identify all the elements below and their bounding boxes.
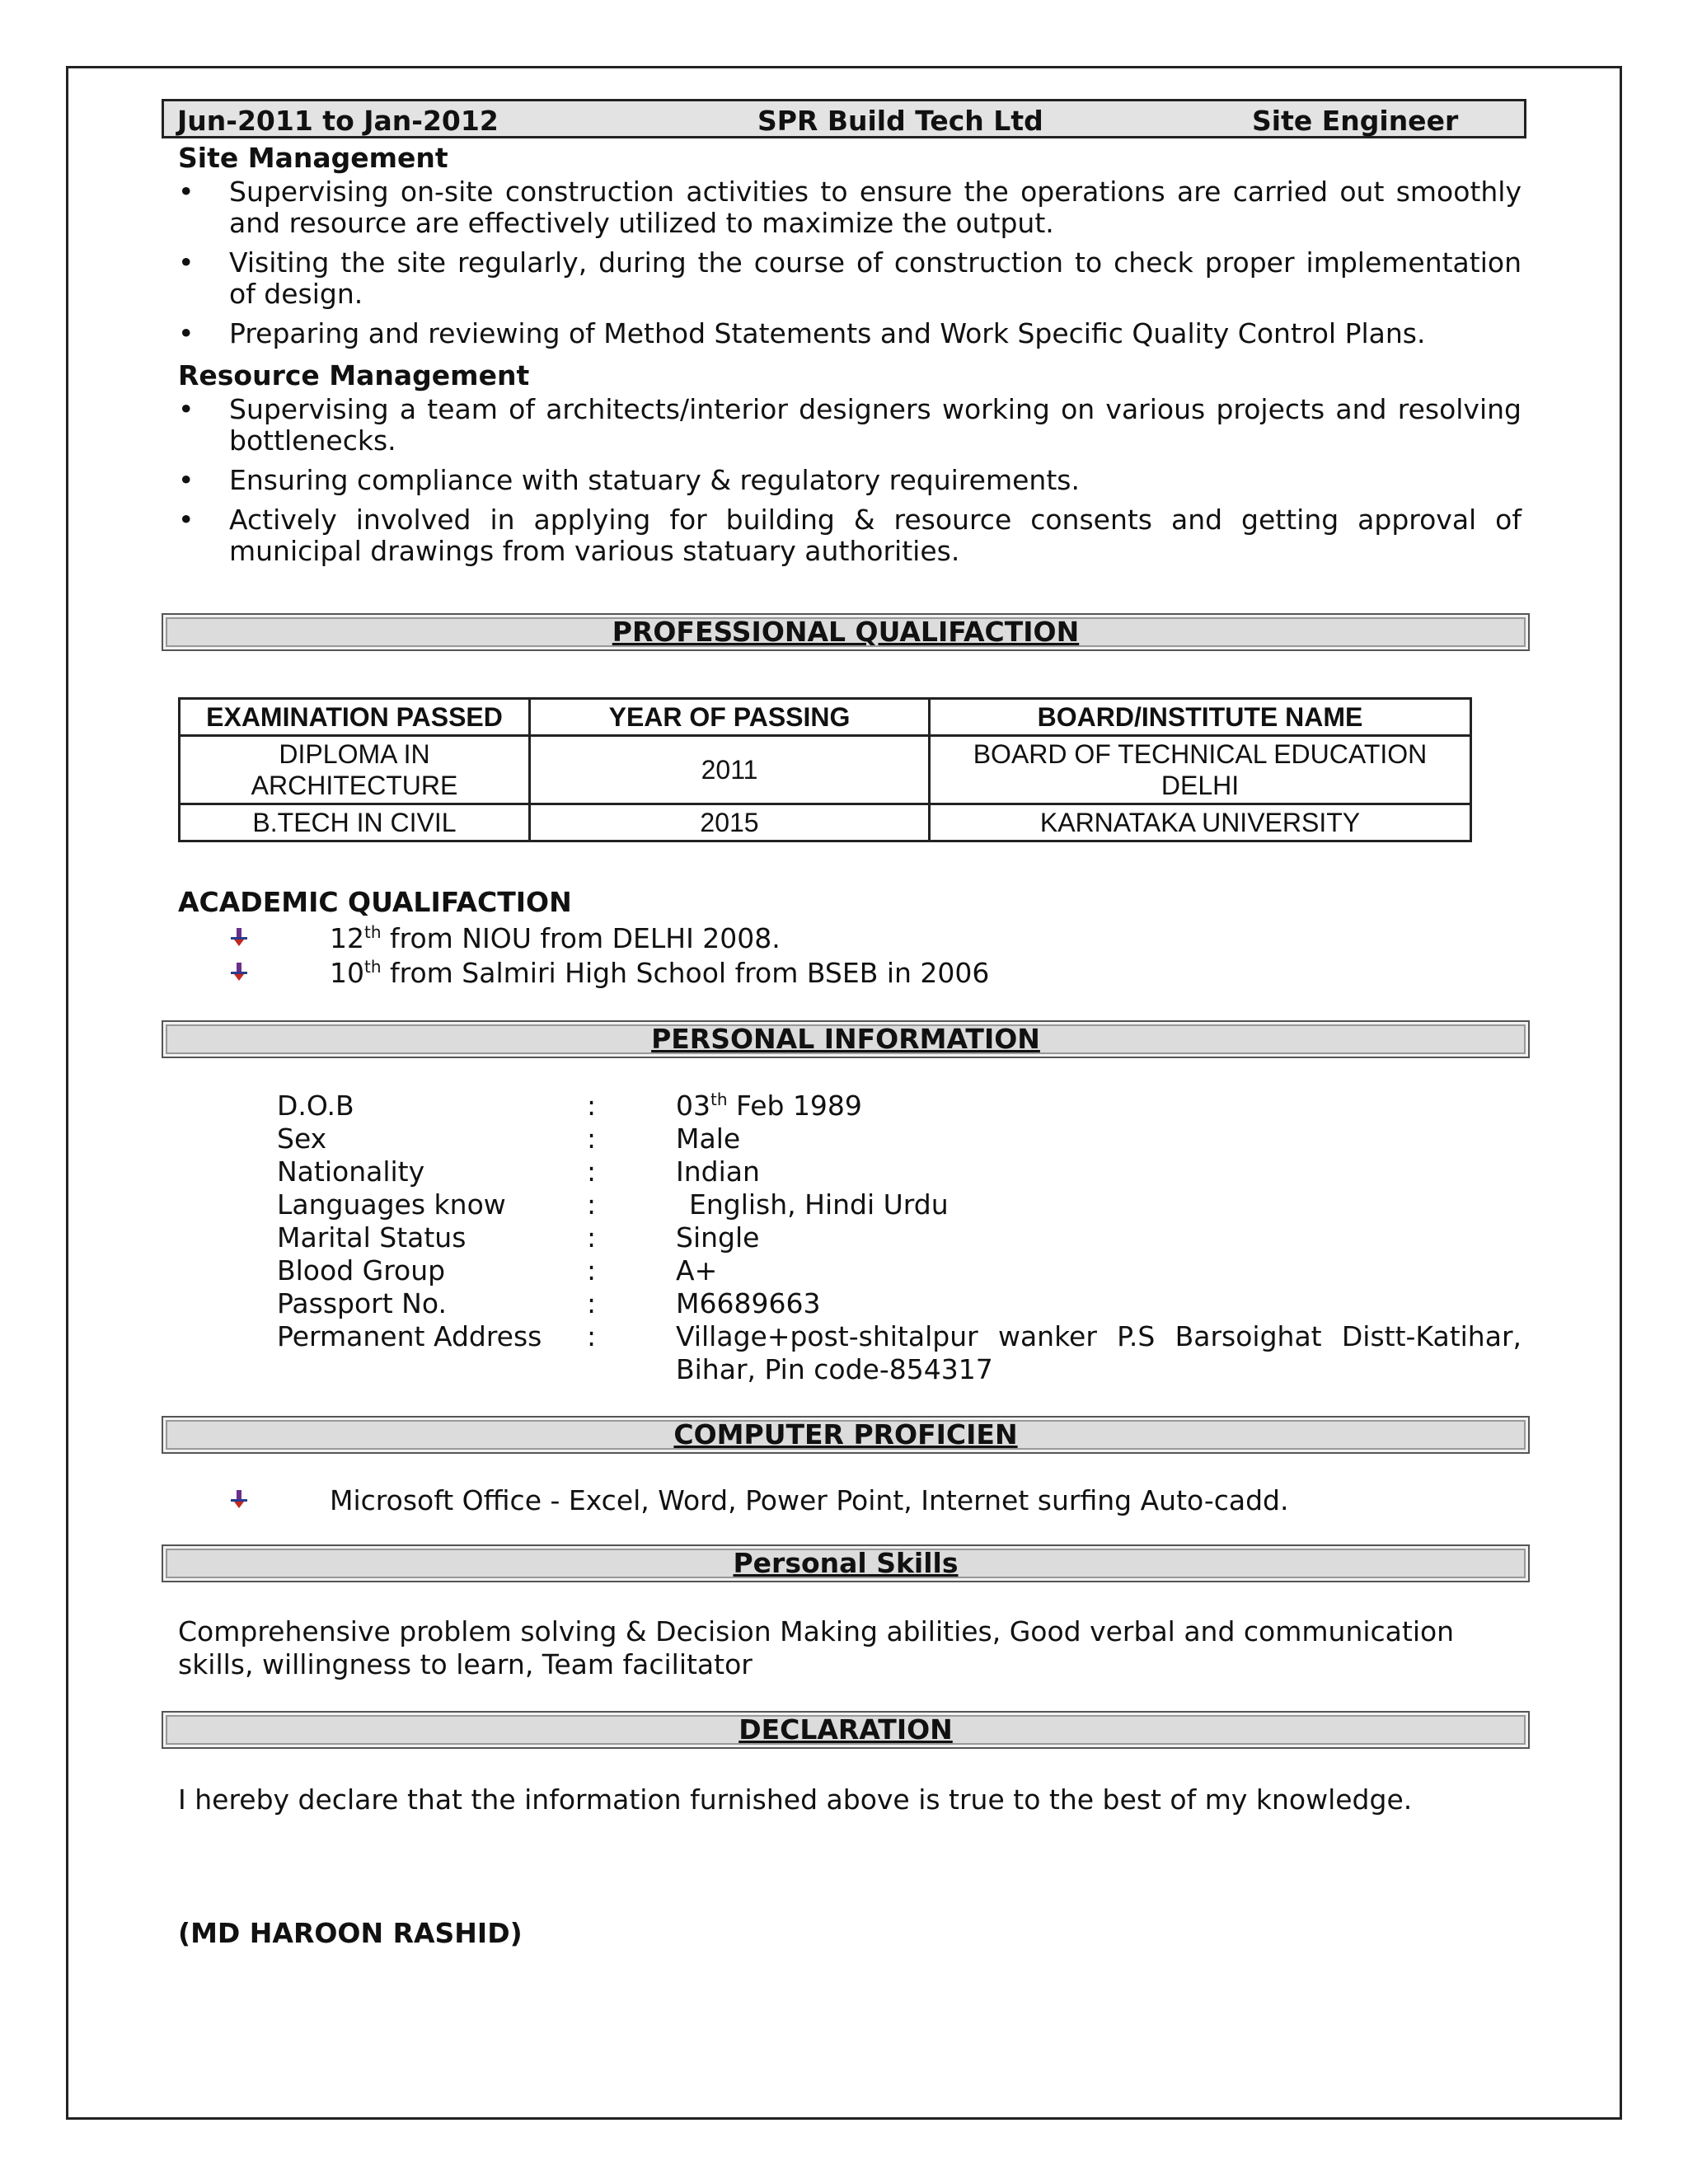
table-row — [180, 736, 1471, 804]
list-item-text: Visiting the site regularly, during the course of construction to check proper implementation of design. — [229, 246, 1522, 310]
info-colon: : — [587, 1188, 597, 1221]
bullet-icon: • — [178, 246, 195, 279]
site-management-list — [178, 176, 1522, 349]
section-title: DECLARATION — [738, 1713, 953, 1746]
info-label: Blood Group — [277, 1254, 446, 1286]
list-item — [178, 504, 1522, 567]
skills-section-bar — [162, 1544, 1530, 1582]
academic-sup: th — [364, 922, 382, 942]
info-label: Marital Status — [277, 1221, 467, 1254]
info-value: Male — [676, 1122, 741, 1155]
signature-name: (MD HAROON RASHID) — [178, 1917, 523, 1949]
info-value: M6689663 — [676, 1287, 821, 1319]
list-item — [178, 956, 1522, 991]
info-colon: : — [587, 1320, 597, 1352]
qualification-table — [178, 697, 1472, 842]
section-title: PERSONAL INFORMATION — [651, 1023, 1040, 1055]
table-header: BOARD/INSTITUTE NAME — [930, 699, 1471, 736]
list-item — [178, 176, 1522, 239]
info-colon: : — [587, 1122, 597, 1155]
list-item — [178, 921, 1522, 956]
table-cell: DIPLOMA IN ARCHITECTURE — [180, 736, 530, 804]
job-role: Site Engineer — [1252, 105, 1459, 137]
bullet-icon: • — [178, 504, 195, 536]
arrow-down-icon — [229, 1490, 249, 1510]
academic-num: 10 — [330, 957, 364, 989]
list-item-text: Actively involved in applying for building & resource consents and getting approval of municipal drawings from various statuary authorities. — [229, 504, 1522, 567]
resume-content — [178, 99, 1522, 1950]
section-title: COMPUTER PROFICIEN — [673, 1418, 1018, 1451]
computer-item-text: Microsoft Office - Excel, Word, Power Point, Internet surfing Auto-cadd. — [330, 1484, 1289, 1516]
dob-rest: Feb 1989 — [727, 1090, 862, 1122]
job-company: SPR Build Tech Ltd — [757, 105, 1043, 137]
dob-sup: th — [710, 1090, 728, 1109]
academic-text: from NIOU from DELHI 2008. — [381, 922, 781, 954]
personal-info — [178, 1090, 1522, 1386]
info-colon: : — [587, 1254, 597, 1286]
site-management-heading: Site Management — [178, 142, 448, 174]
info-row — [178, 1122, 1522, 1155]
info-row — [178, 1221, 1522, 1254]
table-header: EXAMINATION PASSED — [180, 699, 530, 736]
professional-section-bar — [162, 613, 1530, 651]
computer-section-bar — [162, 1416, 1530, 1454]
table-cell: BOARD OF TECHNICAL EDUCATION DELHI — [930, 736, 1471, 804]
info-label: Permanent Address — [277, 1320, 542, 1352]
table-header-row — [180, 699, 1471, 736]
personal-section-bar — [162, 1020, 1530, 1058]
table-cell: B.TECH IN CIVIL — [180, 804, 530, 841]
list-item-text: Ensuring compliance with statuary & regulatory requirements. — [229, 464, 1080, 496]
computer-list — [178, 1483, 1522, 1518]
info-value: Indian — [676, 1155, 760, 1188]
dob-day: 03 — [676, 1090, 710, 1122]
job-header — [162, 99, 1526, 138]
list-item-text: Preparing and reviewing of Method Statements and Work Specific Quality Control Plans. — [229, 317, 1426, 349]
list-item — [178, 465, 1522, 496]
academic-text: from Salmiri High School from BSEB in 2006 — [381, 957, 990, 989]
academic-heading: ACADEMIC QUALIFACTION — [178, 886, 572, 918]
bullet-icon: • — [178, 317, 195, 349]
info-row-dob — [178, 1090, 1522, 1122]
info-row-address — [178, 1320, 1522, 1386]
info-value: English, Hindi Urdu — [689, 1188, 949, 1221]
skills-text: Comprehensive problem solving & Decision Making abilities, Good verbal and communication skills, willingness to learn, Team facilitator — [178, 1615, 1455, 1680]
info-colon: : — [587, 1221, 597, 1254]
list-item — [178, 318, 1522, 349]
info-row — [178, 1287, 1522, 1320]
academic-sup: th — [364, 957, 382, 977]
info-label: Passport No. — [277, 1287, 447, 1319]
academic-num: 12 — [330, 922, 364, 954]
info-value: Village+post-shitalpur wanker P.S Barsoighat Distt-Katihar, Bihar, Pin code-854317 — [676, 1320, 1522, 1385]
declaration-text: I hereby declare that the information furnished above is true to the best of my knowledge. — [178, 1783, 1413, 1816]
info-label: D.O.B — [277, 1090, 354, 1122]
list-item-text: Supervising a team of architects/interior designers working on various projects and resolving bottlenecks. — [229, 393, 1522, 457]
resource-management-heading: Resource Management — [178, 359, 530, 391]
info-label: Languages know — [277, 1188, 506, 1221]
info-colon: : — [587, 1090, 597, 1122]
table-row — [180, 804, 1471, 841]
section-title: Personal Skills — [733, 1547, 959, 1579]
arrow-down-icon — [229, 963, 249, 982]
academic-list — [178, 921, 1522, 991]
info-colon: : — [587, 1155, 597, 1188]
list-item — [178, 247, 1522, 310]
info-label: Nationality — [277, 1155, 425, 1188]
resource-management-list — [178, 394, 1522, 567]
table-cell: 2015 — [530, 804, 930, 841]
info-row — [178, 1188, 1522, 1221]
declaration-section-bar — [162, 1711, 1530, 1749]
bullet-icon: • — [178, 393, 195, 425]
info-colon: : — [587, 1287, 597, 1319]
job-dates: Jun-2011 to Jan-2012 — [177, 105, 499, 137]
info-row — [178, 1155, 1522, 1188]
info-label: Sex — [277, 1122, 327, 1155]
arrow-down-icon — [229, 928, 249, 948]
bullet-icon: • — [178, 464, 195, 496]
table-header: YEAR OF PASSING — [530, 699, 930, 736]
list-item-text: Supervising on-site construction activities to ensure the operations are carried out smoothly and resource are effectively utilized to maximize the output. — [229, 176, 1522, 239]
table-cell: KARNATAKA UNIVERSITY — [930, 804, 1471, 841]
section-title: PROFESSIONAL QUALIFACTION — [612, 616, 1080, 648]
info-value — [676, 1090, 1522, 1122]
bullet-icon: • — [178, 176, 195, 208]
table-cell: 2011 — [530, 736, 930, 804]
info-value: A+ — [676, 1254, 718, 1286]
info-row — [178, 1254, 1522, 1287]
list-item — [178, 394, 1522, 457]
list-item — [178, 1483, 1522, 1518]
info-value: Single — [676, 1221, 760, 1254]
